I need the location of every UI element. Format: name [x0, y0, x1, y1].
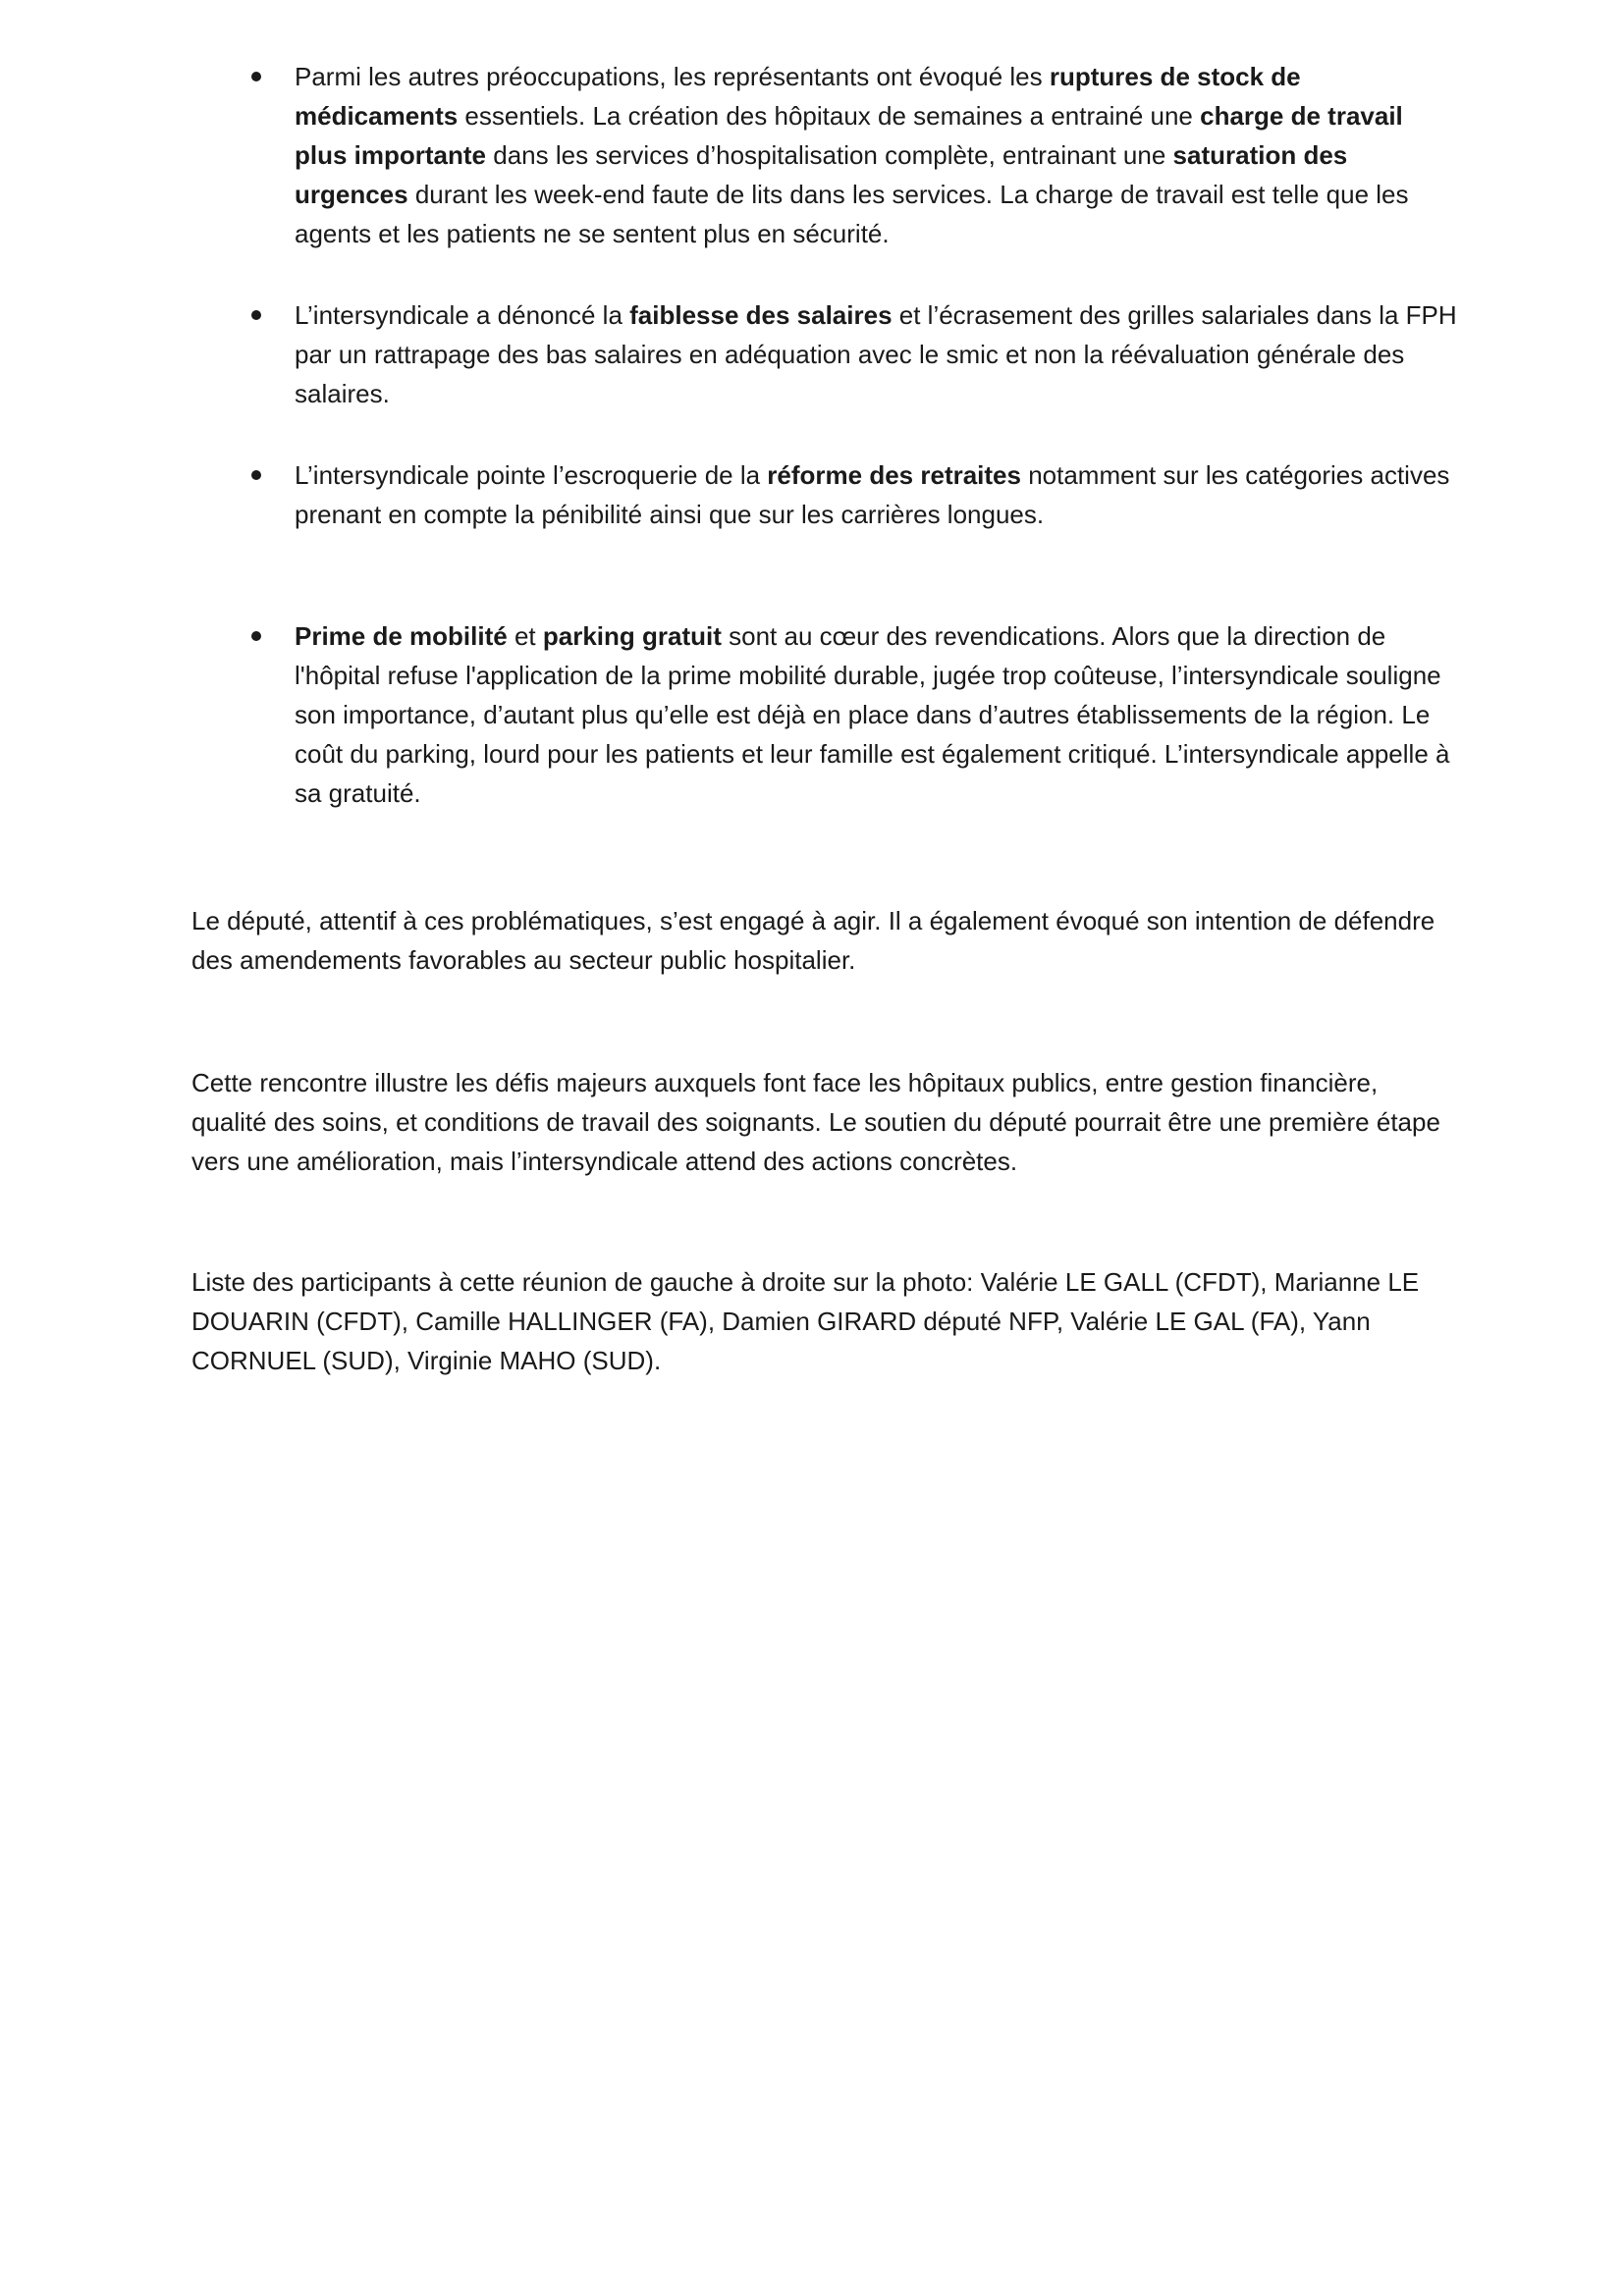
- bullet-text: L’intersyndicale pointe l’escroquerie de la: [295, 460, 768, 490]
- paragraph-participants: Liste des participants à cette réunion de gauche à droite sur la photo: Valérie LE GALL (CFDT), Marianne LE DOUARIN (CFDT), Camille HALLINGER (FA), Damien GIRARD député NFP, Valérie LE GAL (FA), Yann CORNUEL (SUD), Virginie MAHO (SUD).: [191, 1267, 1420, 1375]
- bullet-text: et l’écrasement des grilles salariales dans la FPH par un rattrapage des bas salaires en adéquation avec le smic et non la réévaluation générale des salaires.: [295, 300, 1457, 408]
- bullet-text: durant les week-end faute de lits dans les services. La charge de travail est telle que les agents et les patients ne se sentent plus en sécurité.: [295, 180, 1409, 248]
- bullet-bold-text: faiblesse des salaires: [629, 300, 893, 330]
- bullet-text: L’intersyndicale a dénoncé la: [295, 300, 630, 330]
- bullet-item-medicaments: [191, 57, 1458, 253]
- bullet-bold-text: saturation des urgences: [295, 140, 1348, 209]
- bullet-text: essentiels. La création des hôpitaux de semaines a entrainé une: [458, 101, 1201, 131]
- paragraph-depute: Le député, attentif à ces problématiques, s’est engagé à agir. Il a également évoqué son intention de défendre des amendements favorables au secteur public hospitalier.: [191, 906, 1435, 975]
- bullet-bold-text: ruptures de stock de médicaments: [295, 62, 1301, 131]
- bullet-text: sont au cœur des revendications. Alors que la direction de l'hôpital refuse l'application de la prime mobilité durable, jugée trop coûteuse, l’intersyndicale souligne son importance, d’autant plus qu’elle est déjà en place dans d’autres établissements de la région. Le coût du parking, lourd pour les patients et leur famille est également critiqué. L’intersyndicale appelle à sa gratuité.: [295, 621, 1450, 808]
- bullet-text: dans les services d’hospitalisation complète, entrainant une: [486, 140, 1173, 170]
- bullet-bold-text: Prime de mobilité: [295, 621, 508, 651]
- bullet-item-mobilite-parking: [191, 616, 1458, 813]
- bullet-icon: [251, 72, 261, 81]
- bullet-bold-text: réforme des retraites: [767, 460, 1021, 490]
- bullet-item-retraites: [191, 455, 1458, 534]
- bullet-item-salaires: [191, 295, 1458, 413]
- bullet-bold-text: charge de travail plus importante: [295, 101, 1403, 170]
- bullet-text: Parmi les autres préoccupations, les représentants ont évoqué les: [295, 62, 1050, 91]
- bullet-icon: [251, 470, 261, 480]
- bullet-icon: [251, 631, 261, 641]
- bullet-text: et: [507, 621, 543, 651]
- bullet-text: notamment sur les catégories actives prenant en compte la pénibilité ainsi que sur les carrières longues.: [295, 460, 1450, 529]
- bullet-bold-text: parking gratuit: [542, 621, 722, 651]
- paragraph-rencontre: Cette rencontre illustre les défis majeurs auxquels font face les hôpitaux publics, entre gestion financière, qualité des soins, et conditions de travail des soignants. Le soutien du député pourrait être une première étape vers une amélioration, mais l’intersyndicale attend des actions concrètes.: [191, 1068, 1440, 1176]
- bullet-icon: [251, 310, 261, 320]
- bullet-list: [191, 57, 1458, 813]
